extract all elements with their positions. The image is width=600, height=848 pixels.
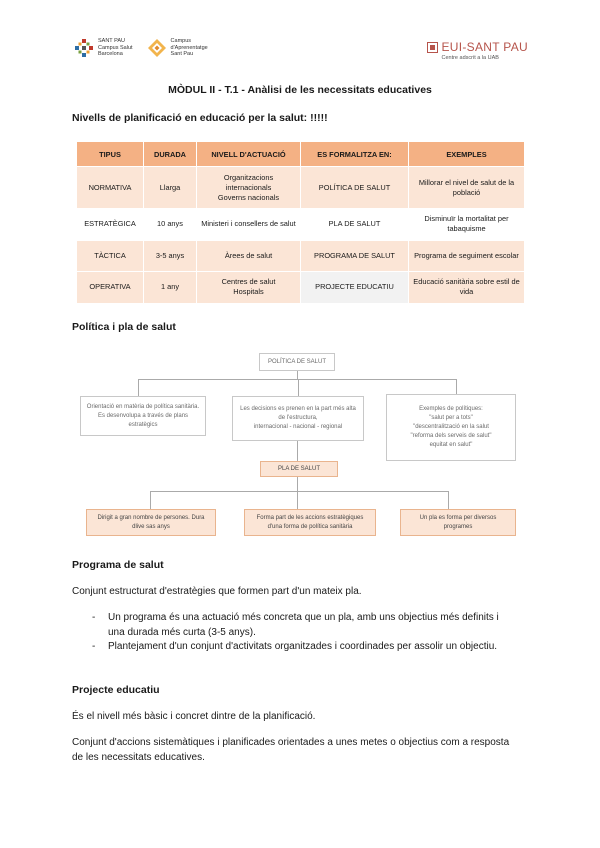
table-header-row xyxy=(77,142,525,167)
table-cell: POLÍTICA DE SALUT xyxy=(301,167,409,209)
table-row xyxy=(77,272,525,304)
table-header-cell: DURADA xyxy=(144,142,197,167)
bullet-dash: - xyxy=(92,641,96,653)
table-row xyxy=(77,240,525,272)
table-cell: TÀCTICA xyxy=(77,240,144,272)
table-cell: Disminuïr la mortalitat per tabaquisme xyxy=(409,209,525,241)
table-cell: 3-5 anys xyxy=(144,240,197,272)
sant-pau-logo xyxy=(74,38,133,58)
campus-diamond-icon xyxy=(147,38,167,58)
table-header-cell: EXEMPLES xyxy=(409,142,525,167)
planning-levels-table xyxy=(76,141,525,304)
section-heading-politica: Política i pla de salut xyxy=(72,321,176,333)
eui-logo-subtext: Centre adscrit a la UAB xyxy=(441,55,499,61)
table-cell: PLA DE SALUT xyxy=(301,209,409,241)
campus-logo-text: Campus d'Aprenentatge Sant Pau xyxy=(170,38,208,58)
table-cell: Àrees de salut xyxy=(197,240,301,272)
sant-pau-cross-icon xyxy=(74,38,94,58)
pla-programes-box: Un pla es forma per diversos programes xyxy=(400,509,516,536)
projecte-paragraph-1: És el nivell més bàsic i concret dintre de la planificació. xyxy=(72,711,316,722)
section-heading-programa: Programa de salut xyxy=(72,559,164,571)
table-cell: Llarga xyxy=(144,167,197,209)
table-cell: NORMATIVA xyxy=(77,167,144,209)
table-cell: Centres de salut Hospitals xyxy=(197,272,301,304)
table-header-cell: NIVELL D'ACTUACIÓ xyxy=(197,142,301,167)
bullet-text: Plantejament d'un conjunt d'activitats organitzades i coordinades per assolir un objectiu. xyxy=(108,641,498,653)
programa-bullet-list xyxy=(72,611,518,655)
table-cell: PROGRAMA DE SALUT xyxy=(301,240,409,272)
section-heading-projecte: Projecte educatiu xyxy=(72,684,160,696)
pla-de-salut-box: PLA DE SALUT xyxy=(260,461,338,477)
politica-orientacio-box: Orientació en matèria de política sanitària. Es desenvolupa a través de plans estratègics xyxy=(80,396,206,436)
table-cell: Organitzacions internacionals Governs nacionals xyxy=(197,167,301,209)
document-title: MÒDUL II - T.1 - Anàlisi de les necessitats educatives xyxy=(168,84,432,96)
table-cell: OPERATIVA xyxy=(77,272,144,304)
table-cell: 1 any xyxy=(144,272,197,304)
pla-dirigit-box: Dirigit a gran nombre de persones. Dura dlive sas anys xyxy=(86,509,216,536)
table-cell: Ministeri i consellers de salut xyxy=(197,209,301,241)
eui-logo xyxy=(427,40,528,61)
table-cell: Programa de seguiment escolar xyxy=(409,240,525,272)
list-item xyxy=(72,611,518,640)
table-cell: Millorar el nivel de salut de la població xyxy=(409,167,525,209)
eui-logo-text: EUI-SANT PAU xyxy=(441,40,528,54)
table-cell: 10 anys xyxy=(144,209,197,241)
table-cell: ESTRATÈGICA xyxy=(77,209,144,241)
list-item xyxy=(72,640,518,655)
section-heading-nivells: Nivells de planificació en educació per la salut: !!!!! xyxy=(72,112,328,124)
table-cell: Educació sanitària sobre estil de vida xyxy=(409,272,525,304)
bullet-dash: - xyxy=(92,612,96,623)
politica-exemples-box: Exemples de polítiques: "salut per a tots" "descentralització en la salut "reforma dels serveis de salut" equitat en salut" xyxy=(386,394,516,461)
politica-decisions-box: Les decisions es prenen en la part més alta de l'estructura, internacional - nacional - regional xyxy=(232,396,364,441)
table-row xyxy=(77,209,525,241)
table-header-cell: TIPUS xyxy=(77,142,144,167)
campus-logo xyxy=(147,38,208,58)
header-logos xyxy=(74,38,208,58)
table-header-cell: ES FORMALITZA EN: xyxy=(301,142,409,167)
projecte-paragraph-2: Conjunt d'accions sistemàtiques i planificades orientades a unes metes o objectius com a resposta de les necessitats educatives. xyxy=(72,737,510,763)
table-row xyxy=(77,167,525,209)
politica-pla-diagram xyxy=(70,345,530,540)
table-cell: PROJECTE EDUCATIU xyxy=(301,272,409,304)
politica-de-salut-box: POLÍTICA DE SALUT xyxy=(259,353,335,371)
programa-description: Conjunt estructurat d'estratègies que formen part d'un mateix pla. xyxy=(72,586,362,597)
pla-forma-part-box: Forma part de les accions estratègiques d'una forma de política sanitària xyxy=(244,509,376,536)
eui-mark-icon xyxy=(427,42,438,53)
sant-pau-logo-text: SANT PAU Campus Salut Barcelona xyxy=(98,38,133,58)
bullet-text: Un programa és una actuació més concreta que un pla, amb uns objectius més definits i una durada més curta (3-5 anys). xyxy=(108,612,499,638)
